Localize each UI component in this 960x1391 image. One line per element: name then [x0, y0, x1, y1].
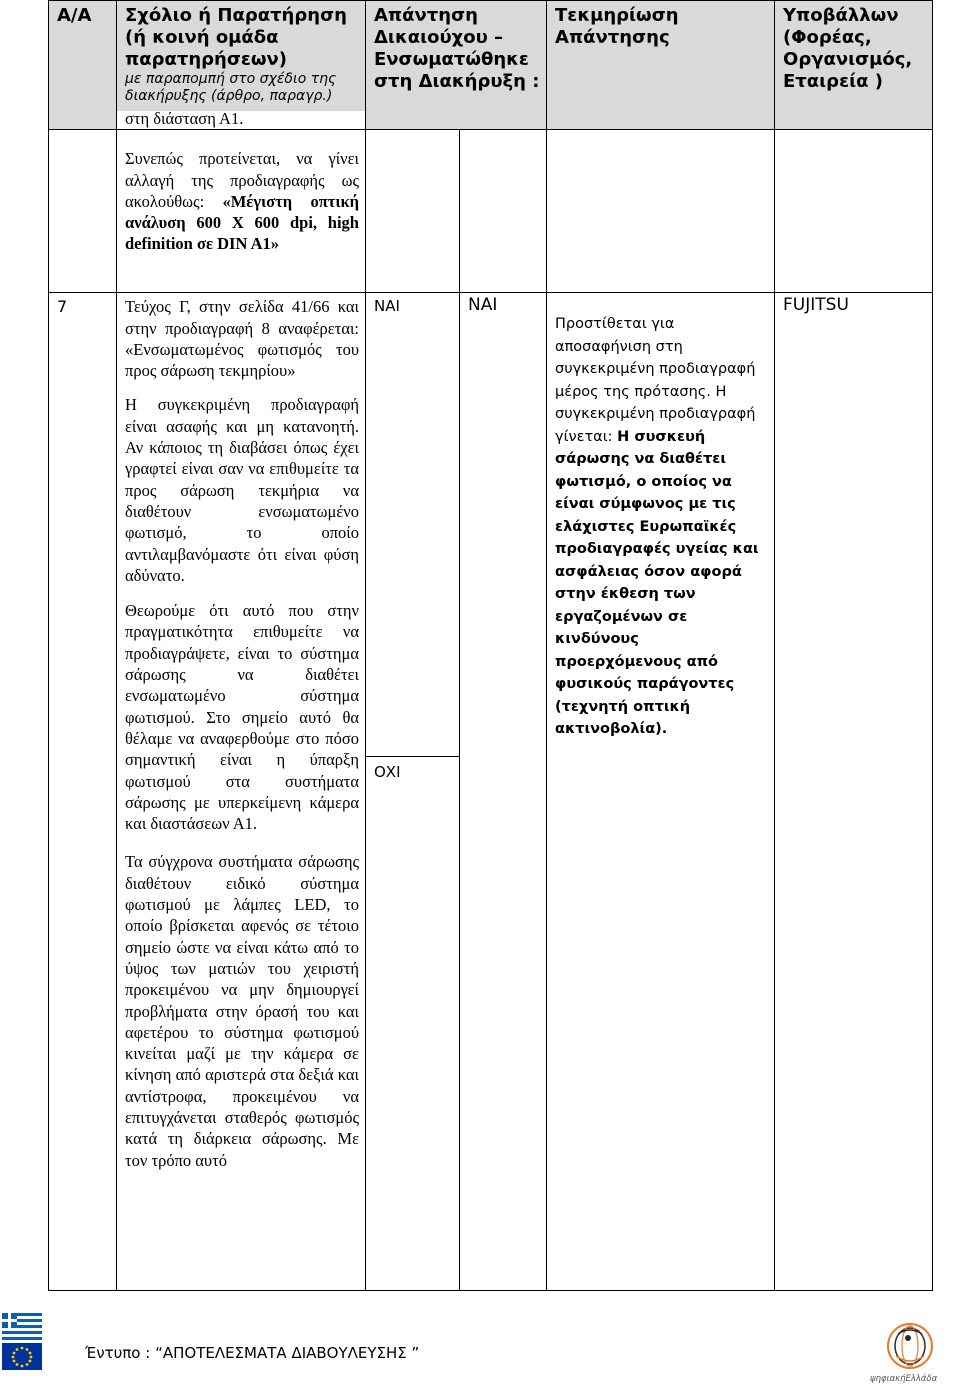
row7-answer-cell-2: [460, 293, 547, 1291]
answer-yes: ΝΑΙ: [374, 297, 400, 316]
row7-number-cell: [49, 293, 117, 1291]
row-7: [49, 293, 933, 1291]
greek-flag-icon: [2, 1313, 42, 1371]
header-comment: Σχόλιο ή Παρατήρηση (ή κοινή ομάδα παρατηρήσεων): [125, 5, 347, 70]
comment-para-4: Τα σύγχρονα συστήματα σάρωσης διαθέτουν ειδικό σύστημα φωτισμού με λάμπες LED, το οποίο βρίσκεται αφενός σε τέτοιο σημείο ώστε να είναι κάτω από το ύψος των ματιών του χειριστή προκειμένου να μην δημιουργεί προβλήματα στην όρασή του και αφετέρου το σύστημα φωτισμού κινείται μαζί με την κάμερα σε κίνηση από αριστερά στα δεξιά και αντίστροφα, προκειμένου να επιτυγχάνεται σταθερός φωτισμός κατά τη διάρκεια σάρωσης. Με τον τρόπο αυτό: [125, 852, 359, 1170]
cont-paragraph-bold: «Μέγιστη οπτική ανάλυση 600 Χ 600 dpi, high definition σε DIN A1»: [125, 191, 359, 254]
flags: [2, 1313, 42, 1376]
continuation-row: [49, 130, 933, 293]
justification-plain: Προστίθεται για αποσαφήνιση στη συγκεκριμένη προδιαγραφή μέρος της πρότασης. Η συγκεκριμένη προδιαγραφή γίνεται:: [555, 316, 756, 445]
row7-comment-cell: [117, 293, 366, 1291]
digital-greece-logo: [870, 1320, 948, 1386]
header-justification: Τεκμηρίωση Απάντησης: [555, 5, 679, 48]
header-submitter: Υποβάλλων (Φορέας, Οργανισμός, Εταιρεία ): [783, 5, 913, 92]
header-aa-cell: [49, 1, 117, 130]
cont-justification-cell: [547, 130, 775, 293]
justification-text: [547, 293, 774, 741]
logo-text: ψηφιακήΕλλάδα: [870, 1374, 938, 1384]
header-comment-sub: με παραπομπή στο σχέδιο της διακήρυξης (άρθρο, παραγρ.): [125, 71, 337, 104]
answer-divider: [365, 756, 460, 757]
form-label: Έντυπο : “ΑΠΟΤΕΛΕΣΜΑΤΑ ΔΙΑΒΟΥΛΕΥΣΗΣ ”: [85, 1344, 420, 1362]
justification-bold: Η συσκευή σάρωσης να διαθέτει φωτισμό, ο οποίος να είναι σύμφωνος με τις ελάχιστες Ευρωπαϊκές προδιαγραφές υγείας και ασφάλειας όσον αφορά στην έκθεση των εργαζομένων σε κινδύνους προερχόμενους από φυσικούς παράγοντες (τεχνητή οπτική ακτινοβολία).: [555, 428, 759, 738]
header-submitter-cell: [775, 1, 933, 130]
row7-answer-cell: [366, 293, 460, 1291]
cont-submitter-cell: [775, 130, 933, 293]
comment-para-2: Η συγκεκριμένη προδιαγραφή είναι ασαφής και μη κατανοητή. Αν κάποιος τη διαβάσει όπως έχει γραφτεί είναι σαν να επιθυμείτε τα προς σάρωση τεκμήρια να διαθέτουν ενσωματωμένο φωτισμό, το οποίο αντιλαμβανόμαστε ότι είναι φύση αδύνατο.: [125, 395, 359, 585]
answer-no: ΟΧΙ: [374, 763, 401, 782]
header-aa: Α/Α: [57, 5, 92, 26]
comment-para-1: Τεύχος Γ, στην σελίδα 41/66 και στην προδιαγραφή 8 αναφέρεται: «Ενσωματωμένος φωτισμός του προς σάρωση τεκμηρίου»: [125, 297, 359, 381]
cont-paragraph: [117, 130, 365, 254]
row7-justification-cell: [547, 293, 775, 1291]
answer-yes-2: ΝΑΙ: [468, 295, 498, 316]
comment-para-3: Θεωρούμε ότι αυτό που στην πραγματικότητα επιθυμείτε να προδιαγράψετε, είναι το σύστημα σάρωσης να διαθέτει ενσωματωμένο σύστημα φωτισμού. Στο σημείο αυτό θα θέλαμε να αναφερθούμε στο πόσο σημαντική είναι η ύπαρξη φωτισμού στα συστήματα σάρωσης με υπερκείμενη κάμερα και διαστάσεων Α1.: [125, 601, 359, 834]
cont-answer-cell: [366, 130, 460, 293]
row7-submitter-cell: [775, 293, 933, 1291]
row-number: 7: [57, 297, 68, 317]
cont-paragraph-plain: Συνεπώς προτείνεται, να γίνει αλλαγή της προδιαγραφής ως ακολούθως:: [125, 149, 359, 211]
cont-answer-cell-2: [460, 130, 547, 293]
continued-line: στη διάσταση Α1.: [125, 109, 244, 128]
header-comment-cell: [117, 1, 366, 130]
header-answer: Απάντηση Δικαιούχου – Ενσωματώθηκε στη Διακήρυξη :: [374, 5, 540, 92]
header-justification-cell: [547, 1, 775, 130]
header-row: [49, 1, 933, 130]
row7-comment: [117, 293, 365, 1171]
cont-aa-cell: [49, 130, 117, 293]
header-answer-cell: [366, 1, 547, 130]
cont-comment-cell: [117, 130, 366, 293]
submitter: FUJITSU: [783, 295, 849, 316]
consultation-table: [48, 0, 933, 1291]
